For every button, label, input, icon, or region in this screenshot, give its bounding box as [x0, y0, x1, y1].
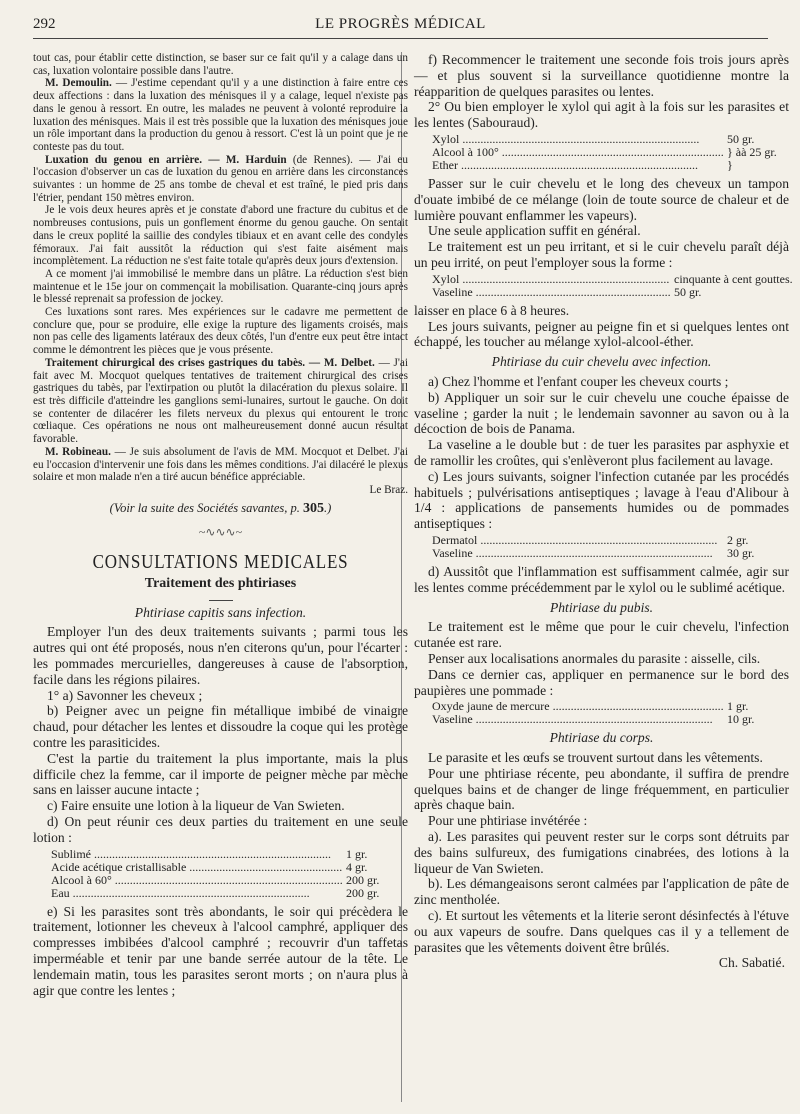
page-number: 292 [33, 16, 56, 32]
paragraph: Je le vois deux heures après et je constate d'abord une fracture du cubitus et de nombreuses contusions, puis un gonflement énorme du genou gauche. On sentait dans le creux poplité la saillie des condyles tibiaux et en avant celle des condyles fémoraux. J'ai fait aussitôt la réduction qui s'est faite aisément mais incomplètement. La réduction ne s'est faite totale qu'après deux jours d'extension. [33, 204, 408, 268]
ingredient-quantity: } [727, 157, 733, 172]
paragraph: Passer sur le cuir chevelu et le long des cheveux un tampon d'ouate imbibé de ce mélange (loin de toute source de chaleur et de lumière pouvant enflammer les vapeurs). [414, 175, 789, 223]
paragraph: 1° a) Savonner les cheveux ; [47, 687, 203, 703]
ingredient-name: Acide acétique cristallisable ..... [51, 861, 342, 874]
prescription-row [51, 874, 408, 887]
ingredient-name: Alcool à 100° ..... [432, 146, 723, 159]
paragraph: laisser en place 6 à 8 heures. [414, 302, 570, 318]
paragraph: c) Faire ensuite une lotion à la liqueur de Van Swieten. [47, 798, 345, 814]
section-title: CONSULTATIONS MEDICALES [92, 550, 349, 572]
ingredient-name: Oxyde jaune de mercure ..... [432, 700, 723, 713]
ingredient-quantity: 50 gr. [727, 131, 755, 146]
prescription-row [51, 848, 408, 861]
paragraph [33, 77, 408, 153]
paper-title: Traitement chirurgical des crises gastriques du tabès. [45, 356, 306, 369]
header-rule [33, 38, 768, 39]
subheading: Phtiriase du corps. [549, 730, 654, 746]
article-body-right [414, 52, 793, 971]
prescription-row [432, 271, 793, 286]
paragraph [33, 357, 408, 446]
paragraph: d) Aussitôt que l'inflammation est suffisamment calmée, agir sur les lentes comme précédemment par le xylol ou le sublimé acétique. [414, 563, 789, 595]
paragraph: 2° Ou bien employer le xylol qui agit à la fois sur les parasites et les lentes (Sabouraud). [414, 99, 789, 131]
author-signature: Ch. Sabatié. [718, 955, 785, 971]
speaker-name: M. Demoulin. [45, 77, 112, 90]
paragraph: C'est la partie du traitement la plus importante, mais la plus difficile chez la femme, car il importe de peigner mèche par mèche sans en laisser aucune intacte ; [33, 750, 408, 798]
ingredient-name: Sublimé ..... [51, 848, 342, 861]
article-body-left [33, 605, 408, 999]
note-close: .) [324, 500, 332, 515]
paragraph: Pour une phtiriase récente, peu abondante, il suffira de prendre quelques bains et de changer de linge fréquemment, en particulier après chaque bain. [414, 765, 789, 813]
continuation-note [33, 501, 408, 517]
ingredient-quantity: 200 gr. [346, 885, 380, 900]
journal-title: LE PROGRÈS MÉDICAL [315, 16, 486, 32]
paragraph: Penser aux localisations anormales du parasite : aisselle, cils. [428, 650, 761, 666]
paragraph: f) Recommencer le traitement une seconde fois trois jours après — et plus souvent si la surveillance quotidienne montre la réapparition de quelques parasites ou lentes. [414, 52, 789, 99]
ingredient-name: Eau ..... [51, 887, 342, 900]
prescription [432, 700, 789, 726]
prescription-row [432, 286, 789, 299]
prescription-row [51, 861, 408, 874]
speaker-name: — M. Delbet. [305, 356, 375, 369]
prescription-row [432, 547, 789, 560]
ingredient-quantity: cinquante à cent gouttes. [674, 271, 793, 286]
article-title: Traitement des phtiriases [144, 575, 297, 591]
note-text: (Voir la suite des Sociétés savantes, p. [109, 500, 304, 515]
paragraph: Pour une phtiriase invétérée : [428, 813, 588, 829]
ingredient-quantity: 2 gr. [727, 532, 749, 547]
paragraph: Les jours suivants, peigner au peigne fin et si quelques lentes ont échappé, les toucher au mélange xylol-alcool-éther. [414, 318, 789, 350]
prescription-row [432, 534, 789, 547]
paragraph: a). Les parasites qui peuvent rester sur le corps sont détruits par des bains sulfureux, des fumigations cinabrées, des lotions à la liqueur de Van Swieten. [414, 829, 789, 876]
ornament-divider: ~∿∿∿~ [198, 524, 243, 539]
ingredient-quantity: 50 gr. [674, 284, 702, 299]
prescription-row [51, 887, 408, 900]
paragraph-text: — J'ai fait avec M. Mocquot quelques tentatives de traitement chirurgical des crises gastriques du tabès, par l'extirpation ou plutôt la dilacération du plexus solaire. Il est très difficile d'atteindre les ganglions semi-lunaires, surtout le gauche. On doit se contenter de dilacérer les filets nerveux du plexus qui entourent le tronc cœliaque. Ces opérations ne nous ont malheureusement donné aucun résultat favorable. [33, 356, 408, 446]
paragraph [33, 446, 408, 484]
paragraph: Ces luxations sont rares. Mes expériences sur le cadavre me permettent de conclure que, pour se produire, elle exige la rupture des ligaments croisés, mais non pas celle des ligaments latéraux des deux côtés, l'un d'entre eux peut être intact comme le démontrent les pièces que je vous présente. [33, 306, 408, 357]
paragraph: A ce moment j'ai immobilisé le membre dans un plâtre. La réduction s'est bien maintenue et le 15e jour on commençait la mobilisation. Quarante-cinq jours après le blessé reprenait sa profession de jockey. [33, 267, 408, 306]
speaker-location: (de Rennes). [286, 153, 353, 166]
ingredient-name: Vaseline ..... [432, 713, 723, 726]
ingredient-quantity: } àà 25 gr. [727, 144, 777, 159]
paragraph: c). Et surtout les vêtements et la literie seront désinfectés à l'étuve ou aux vapeurs de soufre. Dans quelques cas il y a tellement de parasites que les vêtements doivent être brûlés. [414, 908, 789, 955]
ingredient-name: Vaseline ..... [432, 286, 670, 299]
prescription [432, 534, 789, 560]
ingredient-name: Vaseline ..... [432, 547, 723, 560]
prescription [432, 133, 789, 172]
paragraph [33, 154, 408, 205]
paragraph: b). Les démangeaisons seront calmées par l'application de pâte de zinc mentholée. [414, 876, 789, 908]
ingredient-quantity: 1 gr. [727, 699, 749, 714]
paper-title: Luxation du genou en arrière. [45, 153, 203, 166]
ingredient-name: Alcool à 60° ..... [51, 874, 342, 887]
ingredient-name: Xylol ..... [432, 133, 723, 146]
right-column [414, 52, 793, 971]
subheading: Phtiriase du cuir chevelu avec infection. [491, 354, 712, 370]
paragraph: Employer l'un des deux traitements suivants ; parmi tous les autres qui ont été proposés, nous n'en citerons qu'un, pour l'écarter : les pommades mercurielles, dangereuses à cause de l'absorption, facile dans les régions pilaires. [33, 624, 408, 687]
prescription-row [432, 159, 789, 172]
paragraph-text: — J'ai eu l'occasion d'observer un cas de luxation du genou en arrière dans les circonstances suivantes : un homme de 25 ans tombe de cheval et est traîné, le pied pris dans l'étrier, pendant 150 mètres environ. [33, 153, 408, 204]
ingredient-quantity: 10 gr. [727, 712, 755, 727]
paragraph: Dans ce dernier cas, appliquer en permanence sur le bord des paupières une pommade : [414, 666, 789, 698]
paragraph-text: — Je suis absolument de l'avis de MM. Mocquot et Delbet. J'ai eu l'occasion d'intervenir une fois dans les mêmes conditions. J'ai dilacéré le plexus solaire et mon malade n'en a tiré aucun bénéfice appréciable. [33, 445, 408, 484]
ingredient-name: Ether ..... [432, 159, 723, 172]
paragraph: tout cas, pour établir cette distinction, se baser sur ce fait qu'il y a calage dans un cas, luxation volontaire possible dans l'autre. [33, 52, 408, 77]
prescription [432, 271, 793, 299]
title-rule [209, 600, 233, 601]
note-page: 305 [303, 500, 325, 516]
ingredient-name: Xylol ..... [432, 273, 670, 286]
paragraph-text: — J'estime cependant qu'il y a une distinction à faire entre ces deux affections : dans la luxation des ménisques il y a calage, lequel n'existe pas dans le genou à ressort. En outre, les malades ne peuvent à volonté reproduire la luxation des ménisques. Mais il est très possible que la luxation des ménisques joue un rôle important dans la production du genou à ressort. C'est là un point que je ne conteste pas du tout. [33, 77, 408, 153]
paragraph: Le traitement est le même que pour le cuir chevelu, l'infection cutanée est rare. [414, 619, 789, 651]
paragraph: d) On peut réunir ces deux parties du traitement en une seule lotion : [33, 813, 408, 845]
paragraph: b) Appliquer un soir sur le cuir chevelu une couche épaisse de vaseline ; garder la nuit ; le lendemain savonner au savon ou à la décoction de bois de Panama. [414, 389, 789, 437]
running-header [33, 14, 768, 36]
ingredient-quantity: 200 gr. [346, 872, 380, 887]
ingredient-quantity: 30 gr. [727, 545, 755, 560]
prescription-row [432, 146, 789, 159]
paragraph: La vaseline a le double but : de tuer les parasites par asphyxie et de ramollir les croûtes, qui s'enlèveront plus facilement au lavage. [414, 437, 789, 468]
paragraph: c) Les jours suivants, soigner l'infection cutanée par les procédés habituels ; pulvérisations antiseptiques ; lavage à l'eau d'Alibour à 1/4 : applications de pansements humides ou de pommades antiseptiques : [414, 468, 789, 532]
paragraph: Le parasite et les œufs se trouvent surtout dans les vêtements. [428, 750, 763, 766]
paragraph: Le traitement est un peu irritant, et si le cuir chevelu paraît déjà un peu irrité, on peut l'employer sous la forme : [414, 239, 789, 270]
subheading: Phtiriase capitis sans infection. [134, 604, 307, 620]
ingredient-quantity: 1 gr. [346, 846, 368, 861]
ingredient-name: Dermatol ..... [432, 534, 723, 547]
left-column [33, 52, 408, 998]
ingredient-quantity: 4 gr. [346, 859, 368, 874]
prescription [51, 848, 408, 900]
paragraph: a) Chez l'homme et l'enfant couper les cheveux courts ; [428, 373, 729, 389]
subheading: Phtiriase du pubis. [549, 599, 654, 615]
signature: Le Braz. [369, 483, 408, 496]
paragraph: e) Si les parasites sont très abondants, le soir qui précèdera le traitement, lotionner les cheveux à l'alcool camphré, appliquer des compresses imbibées d'alcool camphré ; recouvrir d'un taffetas imperméable et tenir par une bande serrée autour de la tête. Le lendemain matin, tous les parasites seront morts ; on n'aura plus à agir que contre les lentes ; [33, 903, 408, 998]
paragraph: b) Peigner avec un peigne fin métallique imbibé de vinaigre chaud, pour détacher les lentes et dissoudre la coque qui les protège contre les parasiticides. [33, 703, 408, 750]
prescription-row [432, 713, 789, 726]
society-proceedings [33, 52, 408, 497]
paragraph: Une seule application suffit en général. [428, 223, 641, 239]
speaker-name: — M. Harduin [202, 153, 287, 166]
speaker-name: M. Robineau. [45, 445, 111, 458]
